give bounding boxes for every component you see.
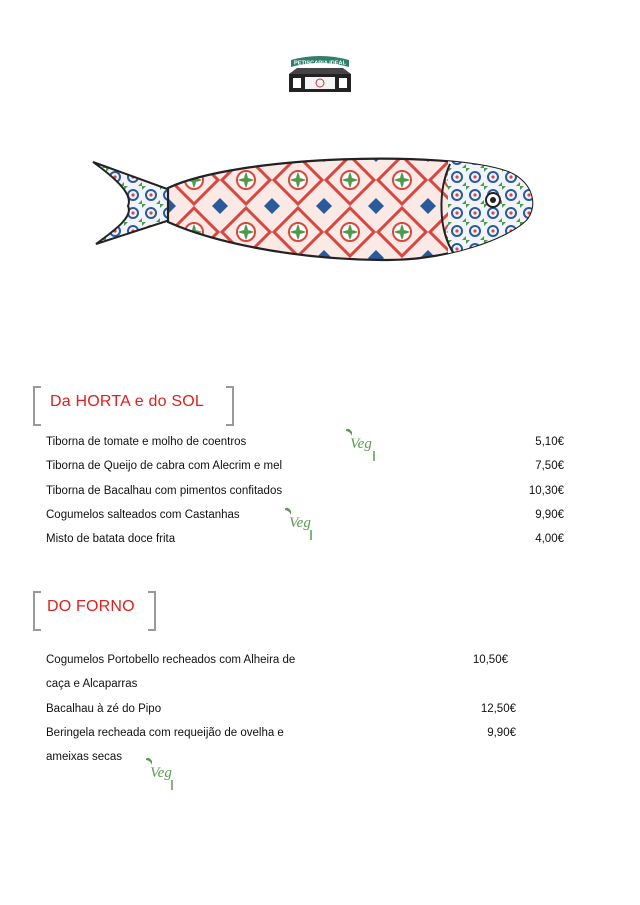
veg-icon [146, 756, 178, 792]
veg-icon [285, 506, 317, 542]
veg-label: Veg [150, 765, 172, 781]
bracket-left [33, 386, 41, 426]
bracket-left [33, 591, 41, 631]
menu-item-price: 12,50€ [480, 703, 516, 715]
menu-item: Misto de batata doce frita [46, 533, 176, 545]
menu-item-price: 4,00€ [535, 533, 564, 545]
menu-item-price: 5,10€ [535, 436, 564, 448]
menu-item-price: 10,50€ [472, 654, 508, 666]
bracket-right [226, 386, 234, 426]
logo-text: PETISCARIA IDEAL [293, 60, 347, 67]
restaurant-logo [287, 50, 353, 94]
menu-item-price: 7,50€ [535, 460, 564, 472]
menu-item: Beringela recheada com requeijão de ovelha e [46, 727, 284, 739]
sardine-illustration [88, 150, 538, 265]
section-title: DO FORNO [47, 598, 135, 615]
menu-item-continued: caça e Alcaparras [46, 678, 138, 690]
menu-item: Bacalhau à zé do Pipo [46, 703, 162, 715]
menu-item: Cogumelos salteados com Castanhas [46, 509, 240, 521]
menu-item: Tiborna de Bacalhau com pimentos confitados [46, 485, 283, 497]
menu-item-continued: ameixas secas [46, 751, 123, 763]
menu-item: Tiborna de Queijo de cabra com Alecrim e mel [46, 460, 283, 472]
section-title: Da HORTA e do SOL [50, 393, 204, 410]
menu-item-price: 9,90€ [487, 727, 516, 739]
veg-label: Veg [289, 515, 311, 531]
menu-item: Tiborna de tomate e molho de coentros [46, 436, 247, 448]
menu-item-price: 10,30€ [528, 485, 564, 497]
veg-label: Veg [350, 436, 372, 452]
menu-item: Cogumelos Portobello recheados com Alheira de [46, 654, 296, 666]
menu-item-price: 9,90€ [535, 509, 564, 521]
bracket-right [148, 591, 156, 631]
veg-icon [346, 427, 378, 463]
